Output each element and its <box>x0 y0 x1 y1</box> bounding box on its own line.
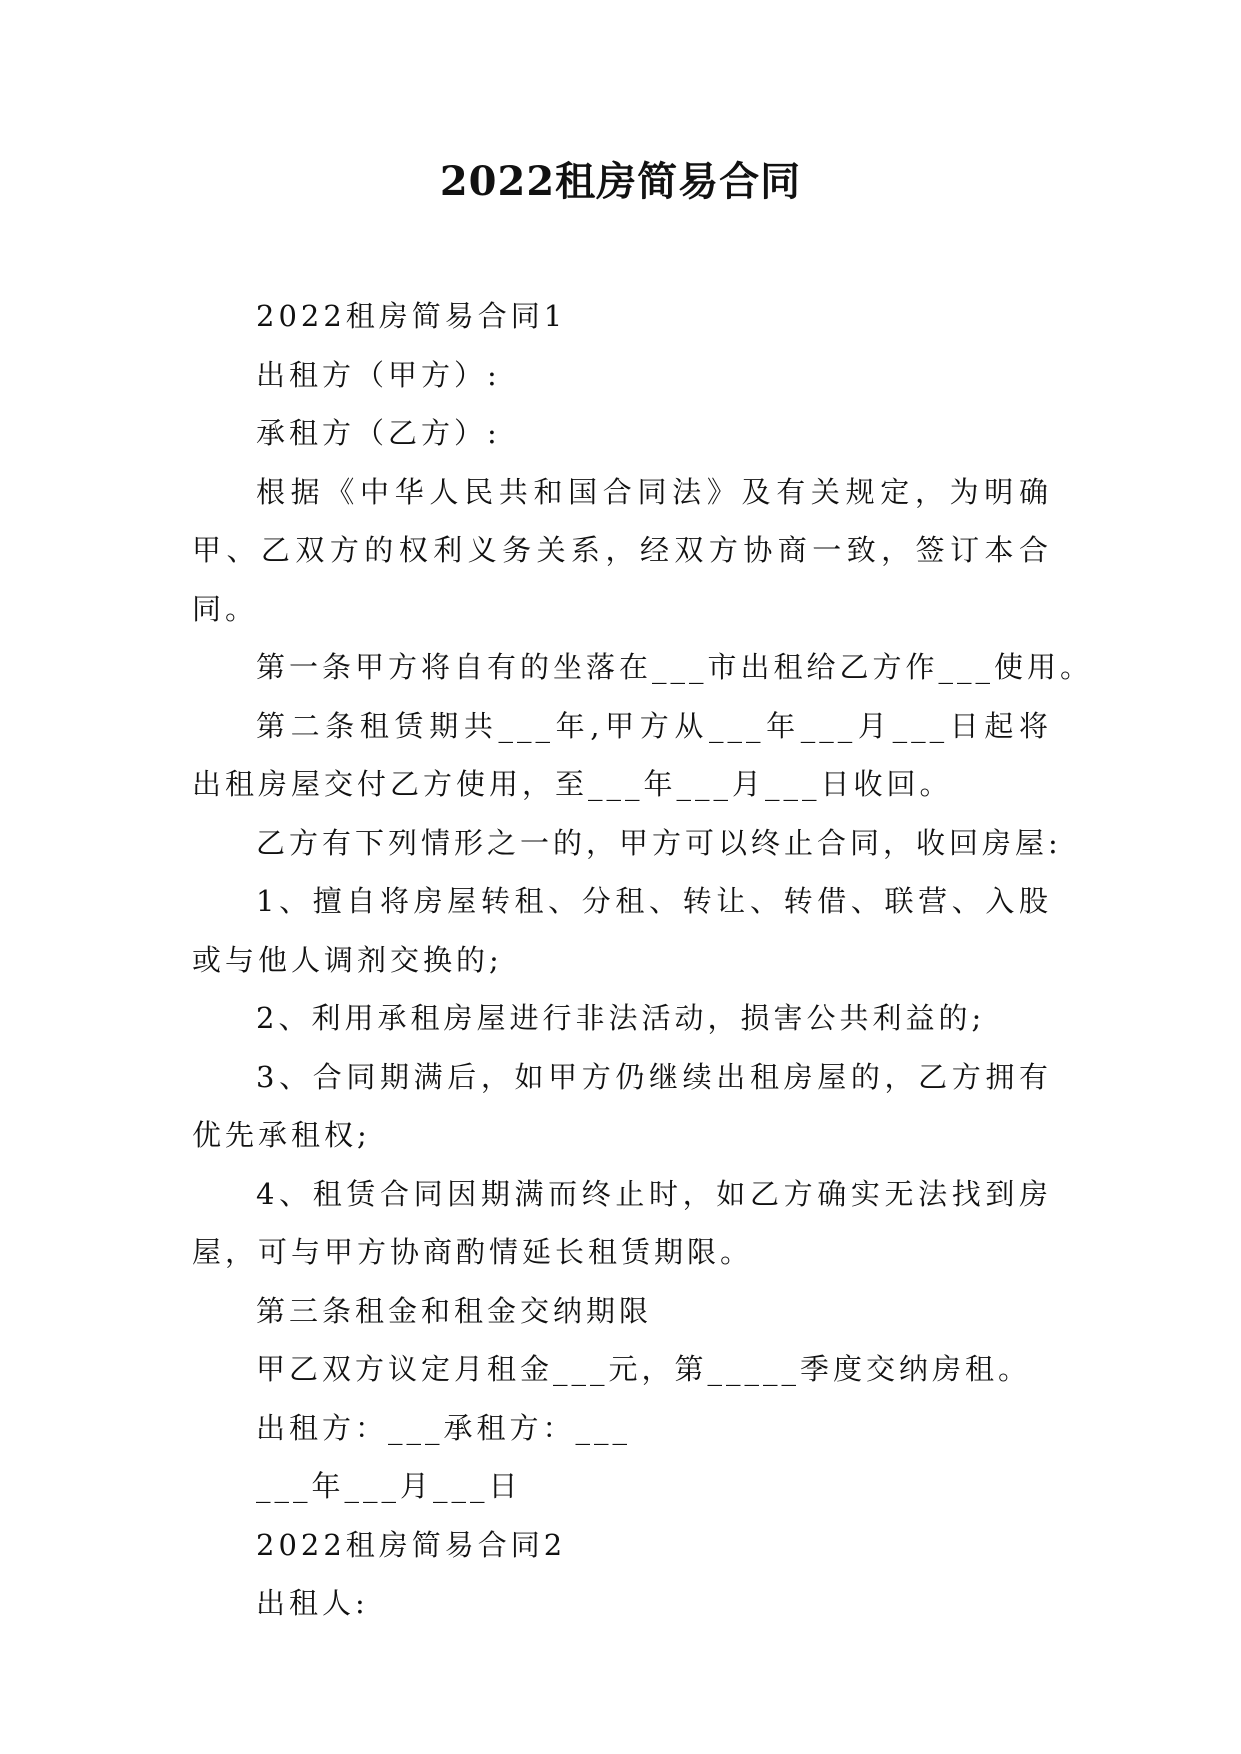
condition-2-paragraph: 2、利用承租房屋进行非法活动，损害公共利益的; <box>256 1001 986 1035</box>
condition-3-paragraph: 3、合同期满后，如甲方仍继续出租房屋的，乙方拥有优先承租权; <box>192 1059 1052 1152</box>
rent-payment-paragraph: 甲乙双方议定月租金___元，第_____季度交纳房租。 <box>256 1352 1032 1386</box>
article-2-paragraph: 第二条租赁期共___年,甲方从___年___月___日起将出租房屋交付乙方使用，至___年___月___日收回。 <box>192 708 1052 801</box>
lessee-party-b-line: 承租方（乙方）: <box>256 416 501 450</box>
signature-line: 出租方：___承租方：___ <box>256 1410 632 1445</box>
preamble-paragraph: 根据《中华人民共和国合同法》及有关规定，为明确甲、乙双方的权利义务关系，经双方协商一致，签订本合同。 <box>192 474 1052 626</box>
condition-1-paragraph: 1、擅自将房屋转租、分租、转让、转借、联营、入股或与他人调剂交换的; <box>192 884 1052 977</box>
condition-4-paragraph: 4、租赁合同因期满而终止时，如乙方确实无法找到房屋，可与甲方协商酌情延长租赁期限。 <box>192 1176 1052 1269</box>
document-body <box>192 287 1094 1633</box>
lessor-line: 出租人: <box>256 1586 369 1620</box>
section-heading-contract-2: 2022租房简易合同2 <box>256 1527 567 1562</box>
lessor-party-a-line: 出租方（甲方）: <box>256 357 501 392</box>
termination-conditions-intro: 乙方有下列情形之一的，甲方可以终止合同，收回房屋: <box>256 825 1062 860</box>
section-heading-contract-1: 2022租房简易合同1 <box>256 299 567 333</box>
document-title: 2022租房简易合同 <box>439 158 802 205</box>
article-3-heading: 第三条租金和租金交纳期限 <box>256 1293 653 1328</box>
date-line: ___年___月___日 <box>256 1469 522 1503</box>
article-1-paragraph: 第一条甲方将自有的坐落在___市出租给乙方作___使用。 <box>256 650 1094 684</box>
